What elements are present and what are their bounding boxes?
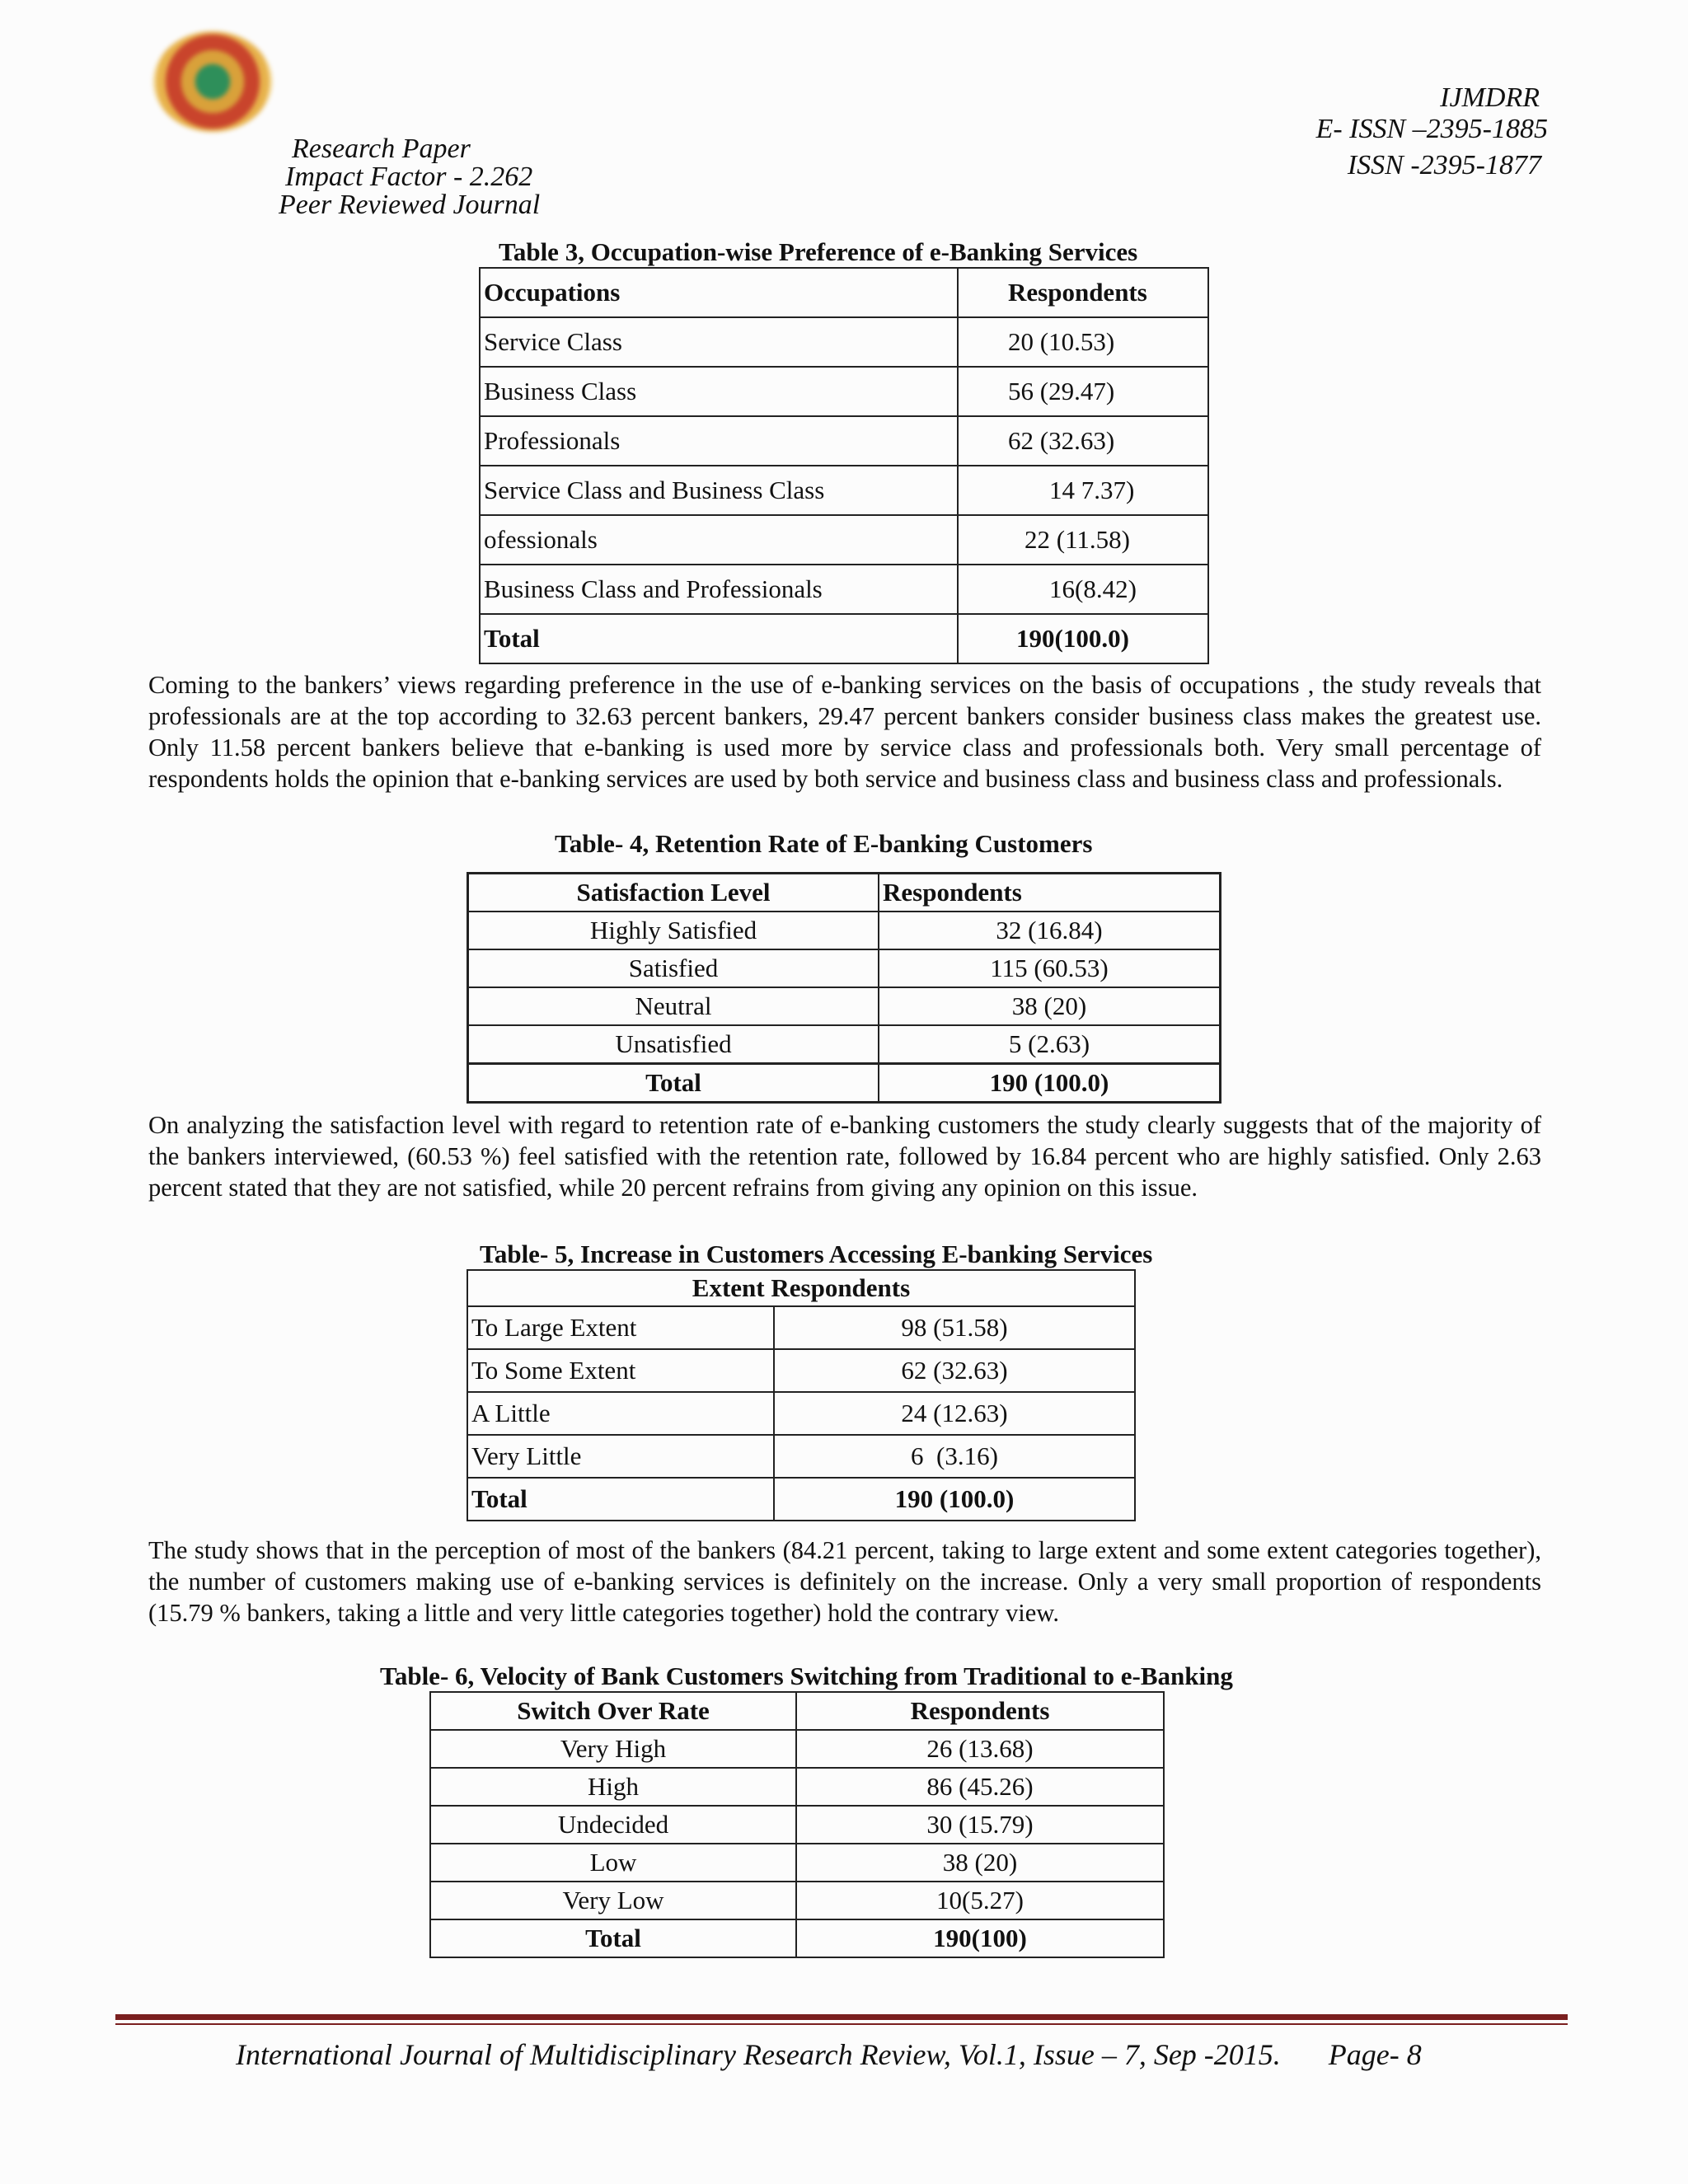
table4-header-satisfaction: Satisfaction Level <box>468 874 879 912</box>
table-cell: Very High <box>430 1730 796 1768</box>
table-cell: Highly Satisfied <box>468 912 879 949</box>
table3-total-value: 190(100.0) <box>958 614 1208 663</box>
table-cell: 32 (16.84) <box>879 912 1221 949</box>
table-row <box>480 367 1208 416</box>
table-row <box>480 416 1208 466</box>
table-row <box>430 1919 1164 1957</box>
table3-header-occupations: Occupations <box>480 268 958 317</box>
header-issn: ISSN -2395-1877 <box>1347 150 1541 180</box>
table-cell: Business Class and Professionals <box>480 565 958 614</box>
header-paper-type: Research Paper <box>292 134 471 164</box>
table5-header: Extent Respondents <box>467 1270 1135 1306</box>
table-row <box>467 1435 1135 1478</box>
table-cell: 62 (32.63) <box>774 1349 1135 1392</box>
table-cell: 6 (3.16) <box>774 1435 1135 1478</box>
table-cell: 56 (29.47) <box>958 367 1208 416</box>
table-cell: 38 (20) <box>796 1844 1164 1882</box>
header-impact-factor: Impact Factor - 2.262 <box>285 162 533 192</box>
table6-total-label: Total <box>430 1919 796 1957</box>
table-cell: Business Class <box>480 367 958 416</box>
table-row <box>468 987 1221 1025</box>
footer-citation: International Journal of Multidisciplinary Research Review, Vol.1, Issue – 7, Sep -2015. <box>236 2038 1281 2071</box>
table4-total-value: 190 (100.0) <box>879 1064 1221 1103</box>
table-cell: ofessionals <box>480 515 958 565</box>
table-cell: 38 (20) <box>879 987 1221 1025</box>
footer-divider-thin <box>115 2023 1568 2025</box>
table-cell: 24 (12.63) <box>774 1392 1135 1435</box>
table-cell: To Some Extent <box>467 1349 774 1392</box>
table-row <box>480 614 1208 663</box>
table3 <box>479 267 1209 664</box>
journal-logo <box>153 31 272 132</box>
table-row <box>480 565 1208 614</box>
table4 <box>467 872 1221 1104</box>
footer-divider <box>115 2014 1568 2020</box>
table-cell: 20 (10.53) <box>958 317 1208 367</box>
table-cell: Very Little <box>467 1435 774 1478</box>
paragraph-retention-analysis: On analyzing the satisfaction level with regard to retention rate of e-banking customers the study clearly suggests that of the majority of the bankers interviewed, (60.53 %) feel satisfied with the retention rate, followed by 16.84 percent who are highly satisfied. Only 2.63 percent stated that they are not satisfied, while 20 percent refrains from giving any opinion on this issue. <box>148 1111 1541 1202</box>
table6-total-value: 190(100) <box>796 1919 1164 1957</box>
table6-header-switch-rate: Switch Over Rate <box>430 1692 796 1730</box>
table-cell: A Little <box>467 1392 774 1435</box>
table-row <box>468 874 1221 912</box>
table-cell: Satisfied <box>468 949 879 987</box>
table5-total-label: Total <box>467 1478 774 1521</box>
table-cell: 86 (45.26) <box>796 1768 1164 1806</box>
table-cell: 14 7.37) <box>958 466 1208 515</box>
table3-caption: Table 3, Occupation-wise Preference of e-Banking Services <box>499 237 1138 266</box>
table-row <box>468 912 1221 949</box>
table-row <box>430 1844 1164 1882</box>
table4-header-respondents: Respondents <box>879 874 1221 912</box>
table-row <box>430 1730 1164 1768</box>
table-cell: 10(5.27) <box>796 1882 1164 1919</box>
table-cell: 16(8.42) <box>958 565 1208 614</box>
footer <box>236 2037 1422 2072</box>
table4-total-label: Total <box>468 1064 879 1103</box>
table-row <box>480 268 1208 317</box>
table-cell: 22 (11.58) <box>958 515 1208 565</box>
table-row <box>467 1349 1135 1392</box>
table-row <box>467 1392 1135 1435</box>
table-cell: Professionals <box>480 416 958 466</box>
table6-caption: Table- 6, Velocity of Bank Customers Switching from Traditional to e-Banking <box>380 1661 1233 1690</box>
table-cell: Neutral <box>468 987 879 1025</box>
table-row <box>468 1025 1221 1064</box>
table-cell: 62 (32.63) <box>958 416 1208 466</box>
table-cell: 5 (2.63) <box>879 1025 1221 1064</box>
header-eissn: E- ISSN –2395-1885 <box>1315 114 1548 144</box>
table-cell: 115 (60.53) <box>879 949 1221 987</box>
table-row <box>480 317 1208 367</box>
table6-header-respondents: Respondents <box>796 1692 1164 1730</box>
header-peer-reviewed: Peer Reviewed Journal <box>279 190 541 220</box>
table-cell: To Large Extent <box>467 1306 774 1349</box>
paragraph-increase-analysis: The study shows that in the perception of most of the bankers (84.21 percent, taking to large extent and some extent categories together), the number of customers making use of e-banking services is definitely on the increase. Only a very small proportion of respondents (15.79 % bankers, taking a little and very little categories together) hold the contrary view. <box>148 1536 1541 1627</box>
table-cell: 30 (15.79) <box>796 1806 1164 1844</box>
table-cell: Low <box>430 1844 796 1882</box>
table3-header-respondents: Respondents <box>958 268 1208 317</box>
table-row <box>430 1768 1164 1806</box>
table-row <box>430 1882 1164 1919</box>
table-cell: Service Class and Business Class <box>480 466 958 515</box>
table-row <box>467 1478 1135 1521</box>
table-cell: 98 (51.58) <box>774 1306 1135 1349</box>
page-number: Page- 8 <box>1328 2038 1422 2071</box>
table6 <box>429 1691 1165 1958</box>
table3-total-label: Total <box>480 614 958 663</box>
table-cell: 26 (13.68) <box>796 1730 1164 1768</box>
table-row <box>467 1270 1135 1306</box>
table5 <box>467 1269 1136 1521</box>
table-row <box>480 466 1208 515</box>
table-row <box>430 1692 1164 1730</box>
table-row <box>430 1806 1164 1844</box>
table-row <box>468 949 1221 987</box>
table4-caption: Table- 4, Retention Rate of E-banking Customers <box>555 829 1093 858</box>
table5-caption: Table- 5, Increase in Customers Accessing E-banking Services <box>480 1240 1153 1268</box>
table-row <box>480 515 1208 565</box>
table-row <box>468 1064 1221 1103</box>
table-row <box>467 1306 1135 1349</box>
header-journal-abbrev: IJMDRR <box>1440 82 1540 113</box>
table-cell: Service Class <box>480 317 958 367</box>
table5-total-value: 190 (100.0) <box>774 1478 1135 1521</box>
table-cell: Very Low <box>430 1882 796 1919</box>
table-cell: Undecided <box>430 1806 796 1844</box>
paragraph-occupation-analysis: Coming to the bankers’ views regarding preference in the use of e-banking services on the basis of occupations , the study reveals that professionals are at the top according to 32.63 percent bankers, 29.47 percent bankers consider business class makes the greatest use. Only 11.58 percent bankers believe that e-banking is used more by service class and professionals both. Very small percentage of respondents holds the opinion that e-banking services are used by both service and business class and business class and professionals. <box>148 671 1541 793</box>
table-cell: High <box>430 1768 796 1806</box>
table-cell: Unsatisfied <box>468 1025 879 1064</box>
